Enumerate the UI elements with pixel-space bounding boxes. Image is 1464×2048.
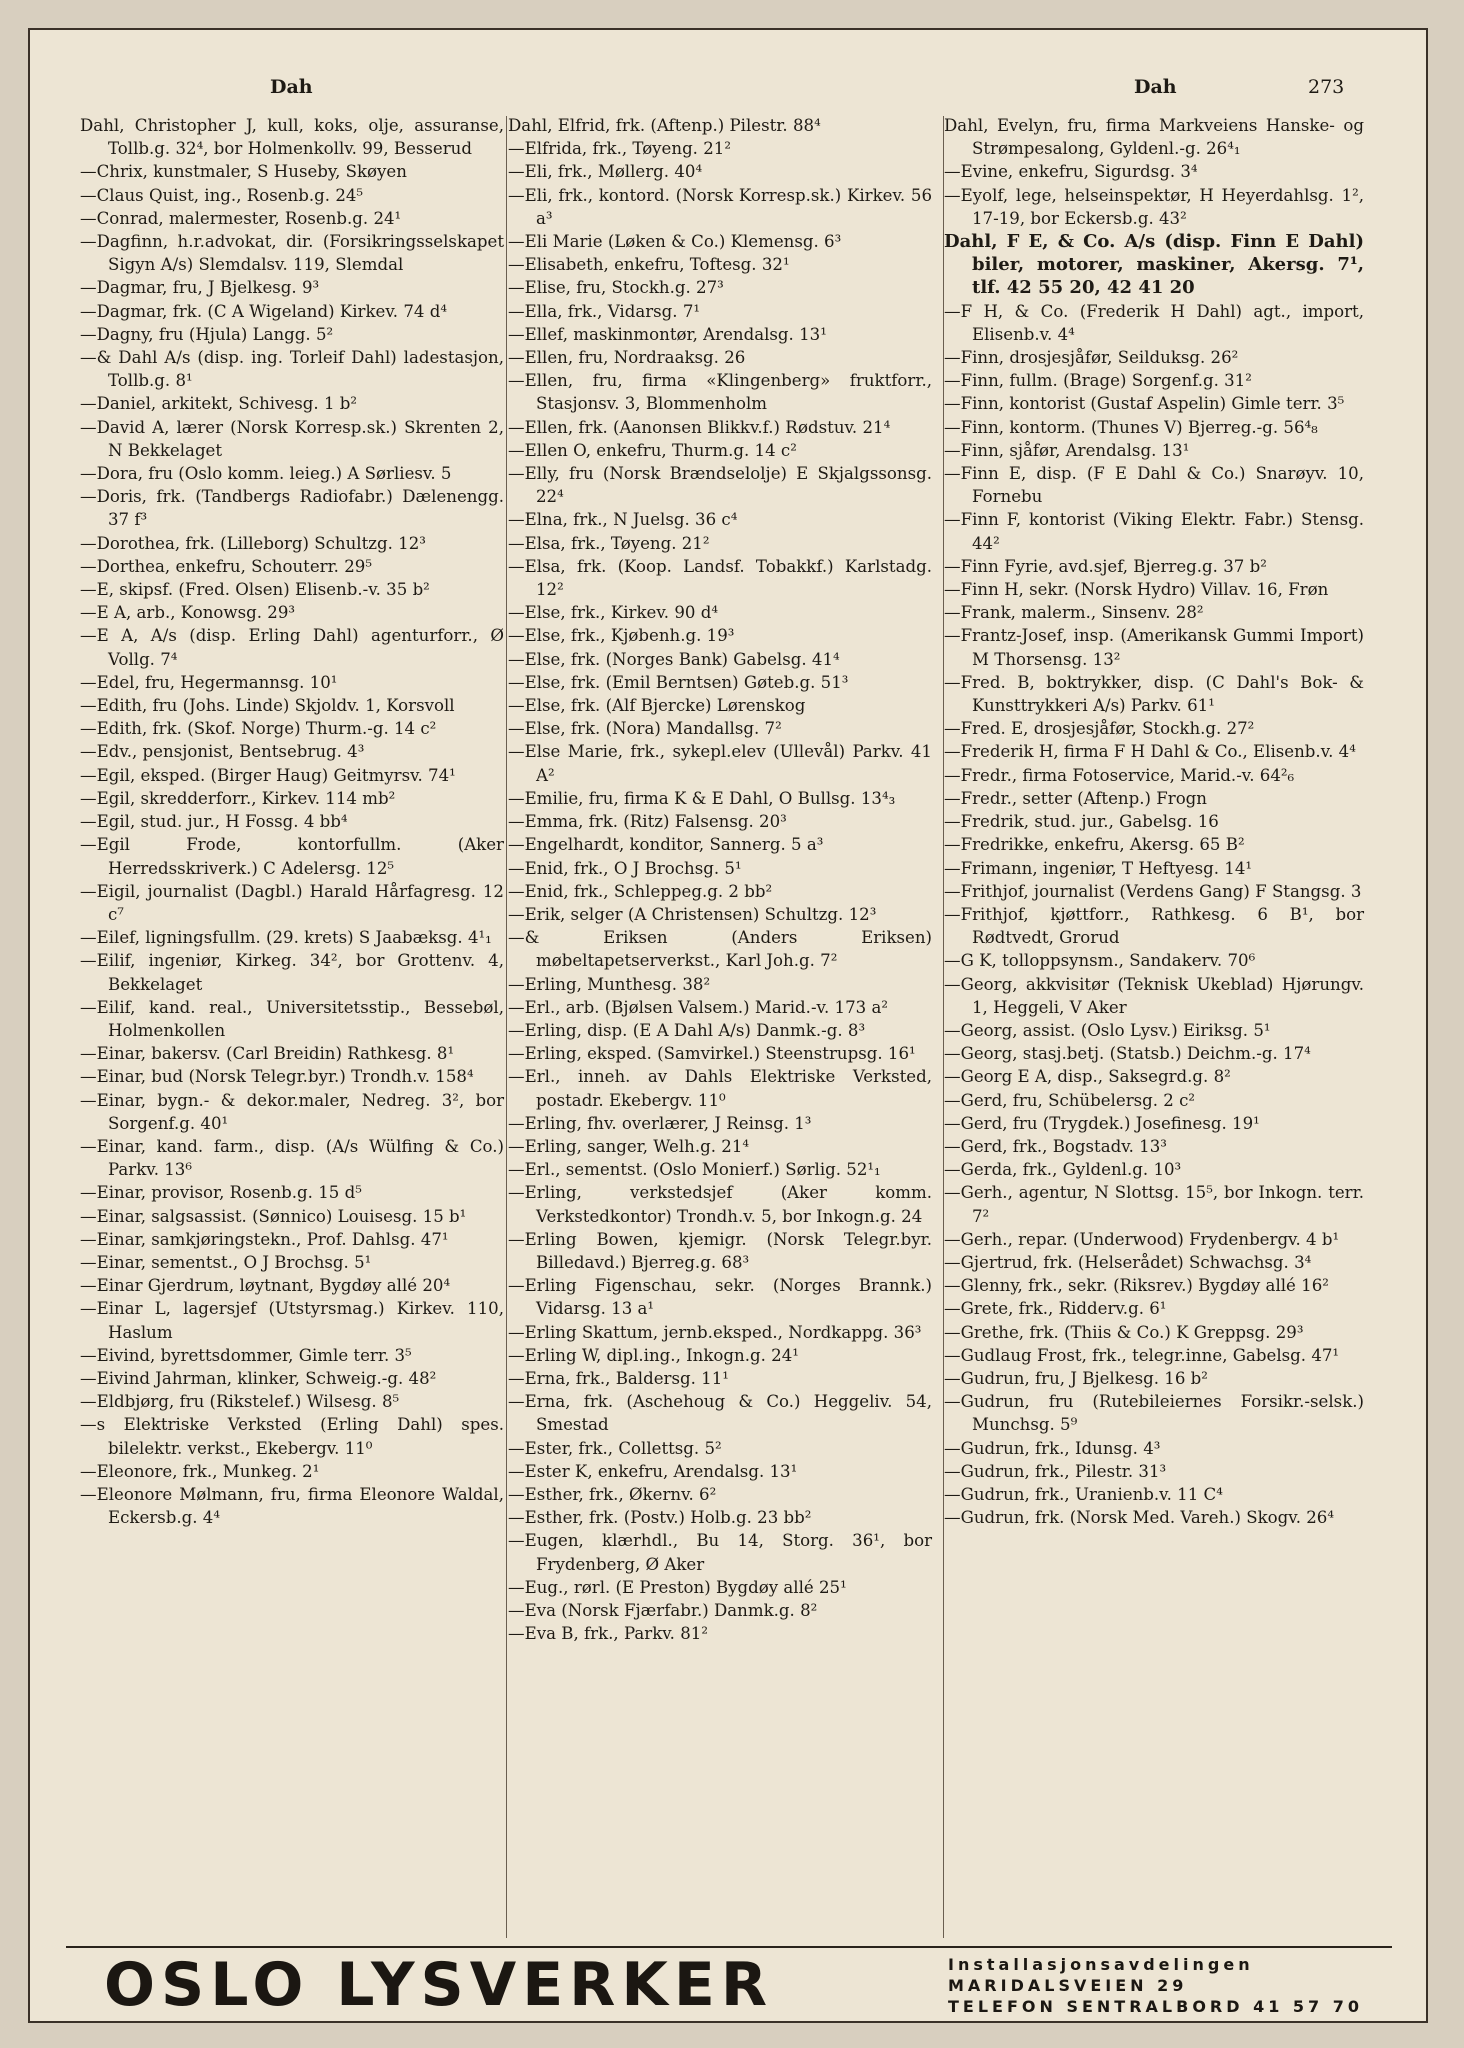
directory-entry: Dahl, F E, & Co. A/s (disp. Finn E Dahl) biler, motorer, maskiner, Akersg. 7¹, tlf. 42 55 20, 42 41 20 [944,231,1364,299]
directory-entry: —Edel, fru, Hegermannsg. 10¹ [80,672,338,692]
directory-entry: —Engelhardt, konditor, Sannerg. 5 a³ [508,835,824,855]
directory-entry: —Finn, fullm. (Brage) Sorgenf.g. 31² [944,371,1252,391]
directory-entry: —Frank, malerm., Sinsenv. 28² [944,603,1204,623]
directory-entry: —Dagfinn, h.r.advokat, dir. (Forsikringsselskapet Sigyn A/s) Slemdalsv. 119, Slemdal [80,232,504,275]
directory-entry: —Gerh., agentur, N Slottsg. 15⁵, bor Inkogn. terr. 7² [944,1183,1364,1226]
directory-entry: —Eilef, ligningsfullm. (29. krets) S Jaabæksg. 4¹₁ [80,928,492,948]
directory-entry: —Else, frk. (Norges Bank) Gabelsg. 41⁴ [508,649,840,669]
directory-entry: —Gudrun, fru, J Bjelkesg. 16 b² [944,1368,1208,1388]
directory-entry: —Erling W, dipl.ing., Inkogn.g. 24¹ [508,1345,799,1365]
directory-entry: —Elsa, frk., Tøyeng. 21² [508,533,710,553]
directory-entry: —Erling, sanger, Welh.g. 21⁴ [508,1136,750,1156]
directory-entry: —Gerd, fru, Schübelersg. 2 c² [944,1090,1196,1110]
directory-entry: —Enid, frk., O J Brochsg. 5¹ [508,858,742,878]
directory-entry: —Frantz-Josef, insp. (Amerikansk Gummi Import) M Thorsensg. 13² [944,626,1364,669]
directory-entry: —E, skipsf. (Fred. Olsen) Elisenb.-v. 35 b² [80,580,430,600]
directory-entry: —F H, & Co. (Frederik H Dahl) agt., import, Elisenb.v. 4⁴ [944,301,1364,344]
directory-column-3 [944,114,1364,1936]
directory-entry: —Erling, eksped. (Samvirkel.) Steenstrupsg. 16¹ [508,1044,916,1064]
directory-entry: —Ellen, fru, Nordraaksg. 26 [508,348,746,368]
directory-entry: —Doris, frk. (Tandbergs Radiofabr.) Dælenengg. 37 f³ [80,487,504,530]
directory-entry: —Einar, bygn.- & dekor.maler, Nedreg. 3², bor Sorgenf.g. 40¹ [80,1090,504,1133]
directory-entry: —Else Marie, frk., sykepl.elev (Ullevål) Parkv. 41 A² [508,742,932,785]
directory-entry: —Finn H, sekr. (Norsk Hydro) Villav. 16, Frøn [944,580,1329,600]
directory-entry: —Grethe, frk. (Thiis & Co.) K Greppsg. 29³ [944,1322,1304,1342]
directory-entry: —Else, frk., Kirkev. 90 d⁴ [508,603,718,623]
directory-entry: —Eilif, ingeniør, Kirkeg. 34², bor Grottenv. 4, Bekkelaget [80,951,504,994]
directory-entry: —Einar, bakersv. (Carl Breidin) Rathkesg. 8¹ [80,1044,455,1064]
advertisement-line-2: MARIDALSVEIEN 29 [948,1976,1188,1995]
directory-entry: —s Elektriske Verksted (Erling Dahl) spes. bilelektr. verkst., Ekebergv. 11⁰ [80,1415,504,1458]
directory-entry: —Enid, frk., Schleppeg.g. 2 bb² [508,881,773,901]
directory-entry: —Edv., pensjonist, Bentsebrug. 4³ [80,742,365,762]
directory-entry: —Glenny, frk., sekr. (Riksrev.) Bygdøy allé 16² [944,1276,1329,1296]
directory-entry: —Daniel, arkitekt, Schivesg. 1 b² [80,394,358,414]
directory-entry: —Erling, fhv. overlærer, J Reinsg. 1³ [508,1113,812,1133]
directory-entry: —& Dahl A/s (disp. ing. Torleif Dahl) ladestasjon, Tollb.g. 8¹ [80,348,504,391]
directory-entry: —Finn F, kontorist (Viking Elektr. Fabr.) Stensg. 44² [944,510,1364,553]
directory-entry: —Einar L, lagersjef (Utstyrsmag.) Kirkev. 110, Haslum [80,1299,504,1342]
directory-entry: —Eli, frk., kontord. (Norsk Korresp.sk.) Kirkev. 56 a³ [508,185,932,228]
directory-entry: —Erna, frk., Baldersg. 11¹ [508,1368,729,1388]
directory-entry: —Eva B, frk., Parkv. 81² [508,1624,708,1644]
directory-entry: —Eilif, kand. real., Universitetsstip., Bessebøl, Holmenkollen [80,997,504,1040]
directory-entry: —Eivind Jahrman, klinker, Schweig.-g. 48² [80,1368,437,1388]
directory-entry: —Gjertrud, frk. (Helserådet) Schwachsg. 3⁴ [944,1252,1312,1272]
directory-entry: —Fredr., firma Fotoservice, Marid.-v. 64²₆ [944,765,1295,785]
page-number: 273 [1308,76,1345,98]
directory-entry: —Ellen O, enkefru, Thurm.g. 14 c² [508,440,797,460]
directory-entry: —Else, frk. (Alf Bjercke) Lørenskog [508,696,806,716]
directory-entry: —Finn, kontorist (Gustaf Aspelin) Gimle terr. 3⁵ [944,394,1345,414]
directory-entry: —Fred. E, drosjesjåfør, Stockh.g. 27² [944,719,1255,739]
running-head-right: Dah [1134,76,1177,98]
directory-entry: —Eug., rørl. (E Preston) Bygdøy allé 25¹ [508,1577,847,1597]
directory-entry: —Eli Marie (Løken & Co.) Klemensg. 6³ [508,232,842,252]
directory-entry: —Elisabeth, enkefru, Toftesg. 32¹ [508,255,790,275]
directory-entry: —Elfrida, frk., Tøyeng. 21² [508,139,732,159]
directory-entry: —Egil, stud. jur., H Fossg. 4 bb⁴ [80,812,348,832]
directory-entry: —Erl., arb. (Bjølsen Valsem.) Marid.-v. 173 a² [508,997,889,1017]
directory-entry: —Else, frk., Kjøbenh.g. 19³ [508,626,735,646]
directory-column-1 [80,114,504,1936]
directory-entry: —Gerda, frk., Gyldenl.g. 10³ [944,1160,1182,1180]
directory-entry: —Eigil, journalist (Dagbl.) Harald Hårfagresg. 12 c⁷ [80,881,504,924]
directory-entry: —Claus Quist, ing., Rosenb.g. 24⁵ [80,185,364,205]
directory-entry: —Eldbjørg, fru (Rikstelef.) Wilsesg. 8⁵ [80,1392,400,1412]
directory-entry: —Finn, kontorm. (Thunes V) Bjerreg.-g. 56⁴₈ [944,417,1318,437]
directory-entry: —Dora, fru (Oslo komm. leieg.) A Sørliesv. 5 [80,464,452,484]
directory-entry: —Einar, samkjøringstekn., Prof. Dahlsg. 47¹ [80,1229,449,1249]
directory-entry: —Gudlaug Frost, frk., telegr.inne, Gabelsg. 47¹ [944,1345,1340,1365]
directory-entry: —Erna, frk. (Aschehoug & Co.) Heggeliv. 54, Smestad [508,1392,932,1435]
directory-entry: —Edith, frk. (Skof. Norge) Thurm.-g. 14 c² [80,719,437,739]
directory-entry: —Erl., sementst. (Oslo Monierf.) Sørlig. 52¹₁ [508,1160,881,1180]
directory-entry: —Georg, akkvisitør (Teknisk Ukeblad) Hjørungv. 1, Heggeli, V Aker [944,974,1364,1017]
directory-entry: —E A, arb., Konowsg. 29³ [80,603,296,623]
directory-entry: —Elsa, frk. (Koop. Landsf. Tobakkf.) Karlstadg. 12² [508,556,932,600]
directory-entry: —Gerd, fru (Trygdek.) Josefinesg. 19¹ [944,1113,1260,1133]
directory-entry: —Einar, provisor, Rosenb.g. 15 d⁵ [80,1183,362,1203]
directory-entry: —Erling Skattum, jernb.eksped., Nordkappg. 36³ [508,1322,922,1342]
directory-entry: —Eivind, byrettsdommer, Gimle terr. 3⁵ [80,1345,412,1365]
directory-entry: —Eleonore, frk., Munkeg. 2¹ [80,1461,320,1481]
directory-entry: —Chrix, kunstmaler, S Huseby, Skøyen [80,162,407,182]
directory-entry: —Else, frk. (Nora) Mandallsg. 7² [508,719,782,739]
directory-entry: —Ellen, frk. (Aanonsen Blikkv.f.) Rødstuv. 21⁴ [508,417,891,437]
directory-entry: —Dagmar, fru, J Bjelkesg. 9³ [80,278,320,298]
directory-entry: —Esther, frk. (Postv.) Holb.g. 23 bb² [508,1508,812,1528]
directory-entry: Dahl, Evelyn, fru, firma Markveiens Hanske- og Strømpesalong, Gyldenl.-g. 26⁴₁ [944,116,1364,159]
directory-entry: —Gudrun, frk., Pilestr. 31³ [944,1461,1167,1481]
directory-entry: —Fredrikke, enkefru, Akersg. 65 B² [944,835,1245,855]
directory-entry: —Frithjof, kjøttforr., Rathkesg. 6 B¹, bor Rødtvedt, Grorud [944,904,1364,948]
directory-entry: —Finn, sjåfør, Arendalsg. 13¹ [944,440,1190,460]
directory-entry: —Elna, frk., N Juelsg. 36 c⁴ [508,510,738,530]
directory-entry: —& Eriksen (Anders Eriksen) møbeltapetserverkst., Karl Joh.g. 7² [508,928,932,971]
directory-entry: —Emilie, fru, firma K & E Dahl, O Bullsg. 13⁴₃ [508,788,896,808]
advertisement-line-1: Installasjonsavdelingen [948,1955,1254,1974]
directory-entry: —Edith, fru (Johs. Linde) Skjoldv. 1, Korsvoll [80,696,455,716]
directory-entry: —David A, lærer (Norsk Korresp.sk.) Skrenten 2, N Bekkelaget [80,417,504,460]
directory-entry: —Egil, skredderforr., Kirkev. 114 mb² [80,788,396,808]
directory-entry: —Egil, eksped. (Birger Haug) Geitmyrsv. 74¹ [80,765,456,785]
directory-entry: —Erling Figenschau, sekr. (Norges Brannk.) Vidarsg. 13 a¹ [508,1276,932,1319]
directory-entry: —Finn E, disp. (F E Dahl & Co.) Snarøyv. 10, Fornebu [944,464,1364,507]
directory-entry: —Gudrun, frk., Uranienb.v. 11 C⁴ [944,1484,1223,1504]
directory-entry: —Gerd, frk., Bogstadv. 13³ [944,1136,1167,1156]
directory-entry: —Georg, stasj.betj. (Statsb.) Deichm.-g. 17⁴ [944,1044,1311,1064]
directory-entry: —Eugen, klærhdl., Bu 14, Storg. 36¹, bor Frydenberg, Ø Aker [508,1531,932,1574]
directory-entry: —Ella, frk., Vidarsg. 7¹ [508,301,701,321]
directory-entry: —Einar, kand. farm., disp. (A/s Wülfing & Co.) Parkv. 13⁶ [80,1136,504,1180]
directory-entry: —Frederik H, firma F H Dahl & Co., Elisenb.v. 4⁴ [944,742,1356,762]
directory-entry: —Ellen, fru, firma «Klingenberg» fruktforr., Stasjonsv. 3, Blommenholm [508,371,932,414]
directory-entry: —Emma, frk. (Ritz) Falsensg. 20³ [508,812,787,832]
directory-entry: —Conrad, malermester, Rosenb.g. 24¹ [80,208,402,228]
directory-entry: —Einar, salgsassist. (Sønnico) Louisesg. 15 b¹ [80,1206,467,1226]
directory-entry: —Erling, disp. (E A Dahl A/s) Danmk.-g. 8³ [508,1020,866,1040]
directory-entry: —G K, tolloppsynsm., Sandakerv. 70⁶ [944,951,1256,971]
directory-entry: —Einar, bud (Norsk Telegr.byr.) Trondh.v. 158⁴ [80,1067,474,1087]
directory-page [28,28,1428,2023]
directory-entry: —Finn Fyrie, avd.sjef, Bjerreg.g. 37 b² [944,556,1267,576]
directory-entry: —Erik, selger (A Christensen) Schultzg. 12³ [508,904,877,924]
directory-entry: —Ester, frk., Collettsg. 5² [508,1438,722,1458]
advertisement-logo: OSLO LYSVERKER [104,1950,774,2020]
directory-entry: —Erling Bowen, kjemigr. (Norsk Telegr.byr. Billedavd.) Bjerreg.g. 68³ [508,1229,932,1272]
directory-entry: —Eva (Norsk Fjærfabr.) Danmk.g. 8² [508,1601,818,1620]
directory-entry: —Fredr., setter (Aftenp.) Frogn [944,788,1207,808]
directory-entry: —Dagmar, frk. (C A Wigeland) Kirkev. 74 d⁴ [80,301,447,321]
directory-entry: —Eyolf, lege, helseinspektør, H Heyerdahlsg. 1², 17-19, bor Eckersb.g. 43² [944,185,1364,228]
directory-entry: —Frimann, ingeniør, T Heftyesg. 14¹ [944,858,1253,878]
directory-entry: —Evine, enkefru, Sigurdsg. 3⁴ [944,162,1198,182]
directory-entry: —Esther, frk., Økernv. 6² [508,1484,717,1504]
directory-entry: —Georg E A, disp., Saksegrd.g. 8² [944,1067,1231,1087]
directory-entry: —Elly, fru (Norsk Brændselolje) E Skjalgssonsg. 22⁴ [508,464,932,507]
directory-entry: —Erling, Munthesg. 38² [508,974,711,994]
advertisement-line-3: TELEFON SENTRALBORD 41 57 70 [948,1997,1364,2016]
directory-entry: Dahl, Christopher J, kull, koks, olje, assuranse, Tollb.g. 32⁴, bor Holmenkollv. 99, Besserud [80,116,504,159]
directory-entry: —Erling, verkstedsjef (Aker komm. Verkstedkontor) Trondh.v. 5, bor Inkogn.g. 24 [508,1183,932,1226]
advertisement-divider [66,1946,1392,1948]
directory-entry: —Fred. B, boktrykker, disp. (C Dahl's Bok- & Kunsttrykkeri A/s) Parkv. 61¹ [944,672,1364,716]
directory-entry: —Grete, frk., Ridderv.g. 6¹ [944,1299,1167,1319]
directory-entry: —Ellef, maskinmontør, Arendalsg. 13¹ [508,324,827,344]
directory-entry: —Fredrik, stud. jur., Gabelsg. 16 [944,812,1219,832]
directory-entry: —Einar, sementst., O J Brochsg. 5¹ [80,1252,372,1272]
directory-entry: —Frithjof, journalist (Verdens Gang) F Stangsg. 3 [944,881,1362,901]
running-head-left: Dah [270,76,313,98]
directory-entry: —Dorothea, frk. (Lilleborg) Schultzg. 12³ [80,533,426,553]
directory-entry: —Gudrun, frk. (Norsk Med. Vareh.) Skogv. 26⁴ [944,1508,1335,1528]
directory-entry: —E A, A/s (disp. Erling Dahl) agenturforr., Ø Vollg. 7⁴ [80,626,504,669]
directory-entry: —Erl., inneh. av Dahls Elektriske Verksted, postadr. Ekebergv. 11⁰ [508,1067,932,1110]
directory-entry: —Eleonore Mølmann, fru, firma Eleonore Waldal, Eckersb.g. 4⁴ [80,1484,504,1528]
directory-entry: —Elise, fru, Stockh.g. 27³ [508,278,724,298]
directory-entry: —Ester K, enkefru, Arendalsg. 13¹ [508,1461,798,1481]
directory-entry: —Eli, frk., Møllerg. 40⁴ [508,162,703,182]
directory-column-2 [508,114,932,1936]
advertisement-info [948,1954,1388,2017]
directory-entry: —Einar Gjerdrum, løytnant, Bygdøy allé 20⁴ [80,1276,451,1296]
directory-entry: —Gudrun, fru (Rutebileiernes Forsikr.-selsk.) Munchsg. 5⁹ [944,1392,1364,1435]
directory-entry: —Else, frk. (Emil Berntsen) Gøteb.g. 51³ [508,672,849,692]
directory-entry: —Dagny, fru (Hjula) Langg. 5² [80,324,334,344]
directory-columns [80,114,1386,1936]
directory-entry: —Gerh., repar. (Underwood) Frydenbergv. 4 b¹ [944,1229,1340,1249]
directory-entry: —Finn, drosjesjåfør, Seilduksg. 26² [944,348,1239,368]
directory-entry: —Dorthea, enkefru, Schouterr. 29⁵ [80,556,373,576]
directory-entry: —Georg, assist. (Oslo Lysv.) Eiriksg. 5¹ [944,1020,1271,1040]
directory-entry: —Gudrun, frk., Idunsg. 4³ [944,1438,1161,1458]
directory-entry: —Egil Frode, kontorfullm. (Aker Herredsskriverk.) C Adelersg. 12⁵ [80,835,504,878]
directory-entry: Dahl, Elfrid, frk. (Aftenp.) Pilestr. 88⁴ [508,116,821,135]
